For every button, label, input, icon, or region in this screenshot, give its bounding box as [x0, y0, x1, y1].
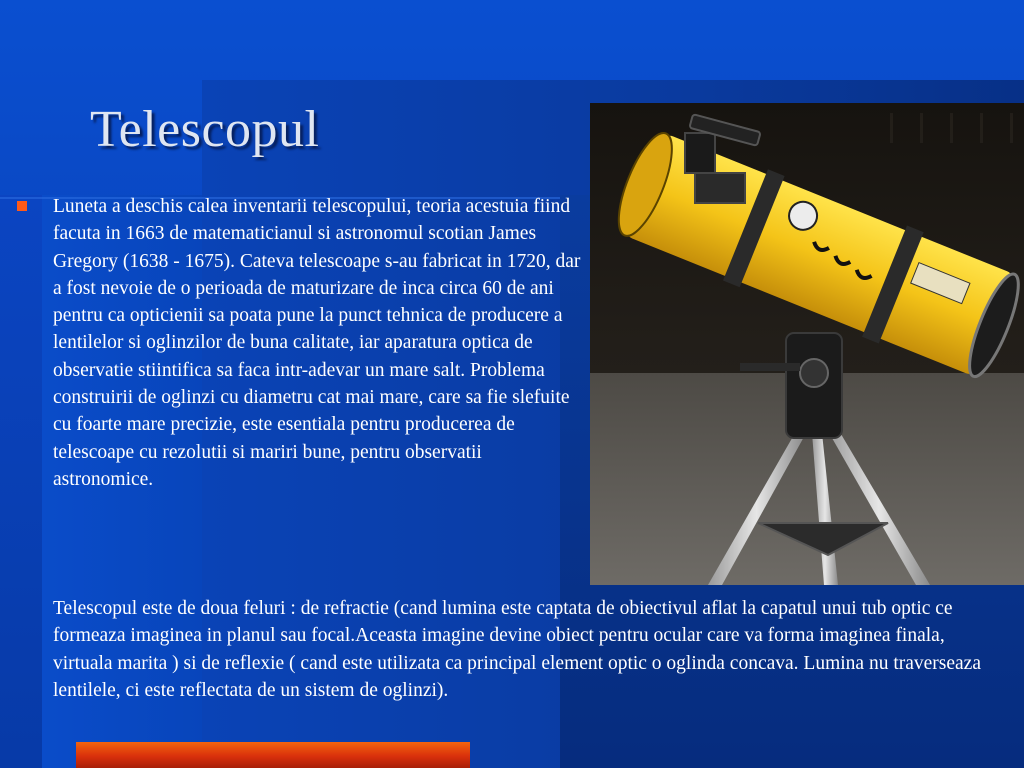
decorative-accent-bar — [76, 742, 470, 768]
body-paragraph-types: Telescopul este de doua feluri : de refractie (cand lumina este captata de obiectivul aflat la capatul unui tub optic ce formeaza imaginea in planul sau focal.Aceasta imagine devine obiect pentru ocular care va forma imaginea finala, virtuala marita ) si de reflexie ( cand este utilizata ca principal element optic o oglinda concava. Lumina nu traverseaza lentilele, ci este reflectata de un sistem de oglinzi). — [53, 598, 981, 701]
background-band-left — [0, 195, 42, 768]
mount-knob — [800, 359, 828, 387]
mount-arm — [740, 363, 800, 371]
telescope-photo — [590, 103, 1024, 585]
body-paragraph-history: Luneta a deschis calea inventarii telescopului, teoria acestuia fiind facuta in 1663 de matematicianul si astronomul scotian James Gregory (1638 - 1675). Cateva telescoape s-au fabricat in 1720, dar a fost nevoie de o perioada de maturizare de inca circa 60 de ani pentru ca opticienii sa poata pune la punct tehnica de producere a lentilelor si oglinzilor de buna calitate, iar aparatura optica de observatie stiintifica sa faca intr-adevar un mare salt. Problema construirii de oglinzi cu diametru cat mai mare, care sa fie slefuite cu foarte mare precizie, este esentiala pentru producerea de telescoape cu rezolutii si mariri bune, pentru observatii astronomice. — [53, 196, 581, 490]
slide-title: Telescopul — [90, 101, 320, 158]
focuser-base — [695, 173, 745, 203]
bullet-icon — [17, 201, 27, 211]
focuser — [685, 133, 715, 173]
